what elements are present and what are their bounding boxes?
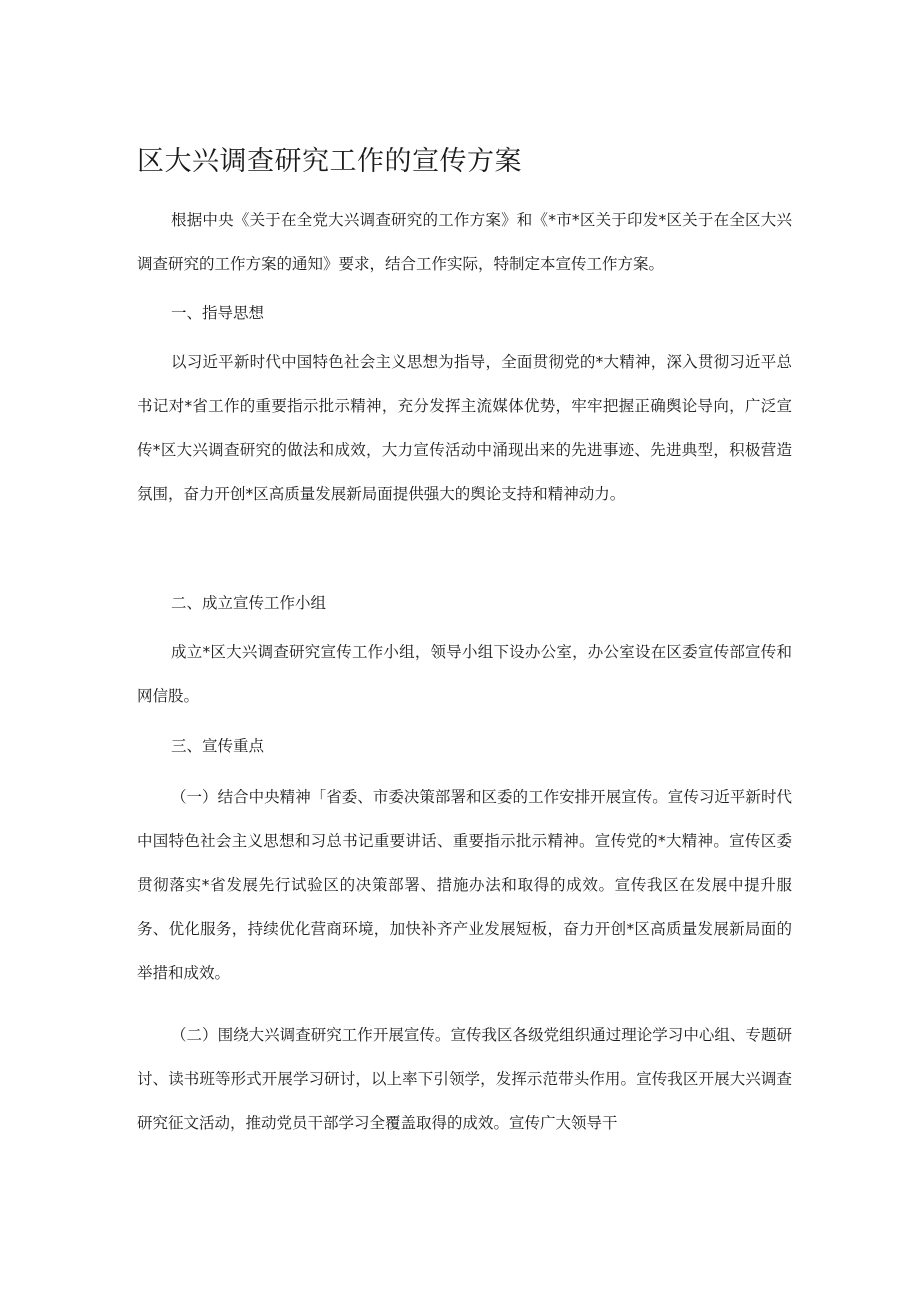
working-group-paragraph: 成立*区大兴调查研究宣传工作小组，领导小组下设办公室，办公室设在区委宣传部宣传和网信股。 xyxy=(137,643,792,705)
publicity-focus-item-1: （一）结合中央精神「省委、市委决策部署和区委的工作安排开展宣传。宣传习近平新时代中国特色社会主义思想和习总书记重要讲话、重要指示批示精神。宣传党的*大精神。宣传区委贯彻落实*省发展先行试验区的决策部署、措施办法和取得的成效。宣传我区在发展中提升服务、优化服务，持续优化营商环境，加快补齐产业发展短板，奋力开创*区高质量发展新局面的举措和成效。 xyxy=(137,788,792,982)
section-heading-publicity-focus: 三、宣传重点 xyxy=(171,737,265,755)
document-title: 区大兴调查研究工作的宣传方案 xyxy=(137,146,522,177)
section-heading-guiding-thought: 一、指导思想 xyxy=(171,304,265,322)
section-heading-working-group: 二、成立宣传工作小组 xyxy=(171,594,327,612)
intro-paragraph: 根据中央《关于在全党大兴调查研究的工作方案》和《*市*区关于印发*区关于在全区大兴调查研究的工作方案的通知》要求，结合工作实际，特制定本宣传工作方案。 xyxy=(137,211,792,273)
publicity-focus-item-2: （二）围绕大兴调查研究工作开展宣传。宣传我区各级党组织通过理论学习中心组、专题研讨、读书班等形式开展学习研讨，以上率下引领学，发挥示范带头作用。宣传我区开展大兴调查研究征文活动，推动党员干部学习全覆盖取得的成效。宣传广大领导干 xyxy=(137,1026,792,1132)
guiding-thought-paragraph: 以习近平新时代中国特色社会主义思想为指导，全面贯彻党的*大精神，深入贯彻习近平总书记对*省工作的重要指示批示精神，充分发挥主流媒体优势，牢牢把握正确舆论导向，广泛宣传*区大兴调查研究的做法和成效，大力宣传活动中涌现出来的先进事迹、先进典型，积极营造氛围，奋力开创*区高质量发展新局面提供强大的舆论支持和精神动力。 xyxy=(137,353,792,503)
